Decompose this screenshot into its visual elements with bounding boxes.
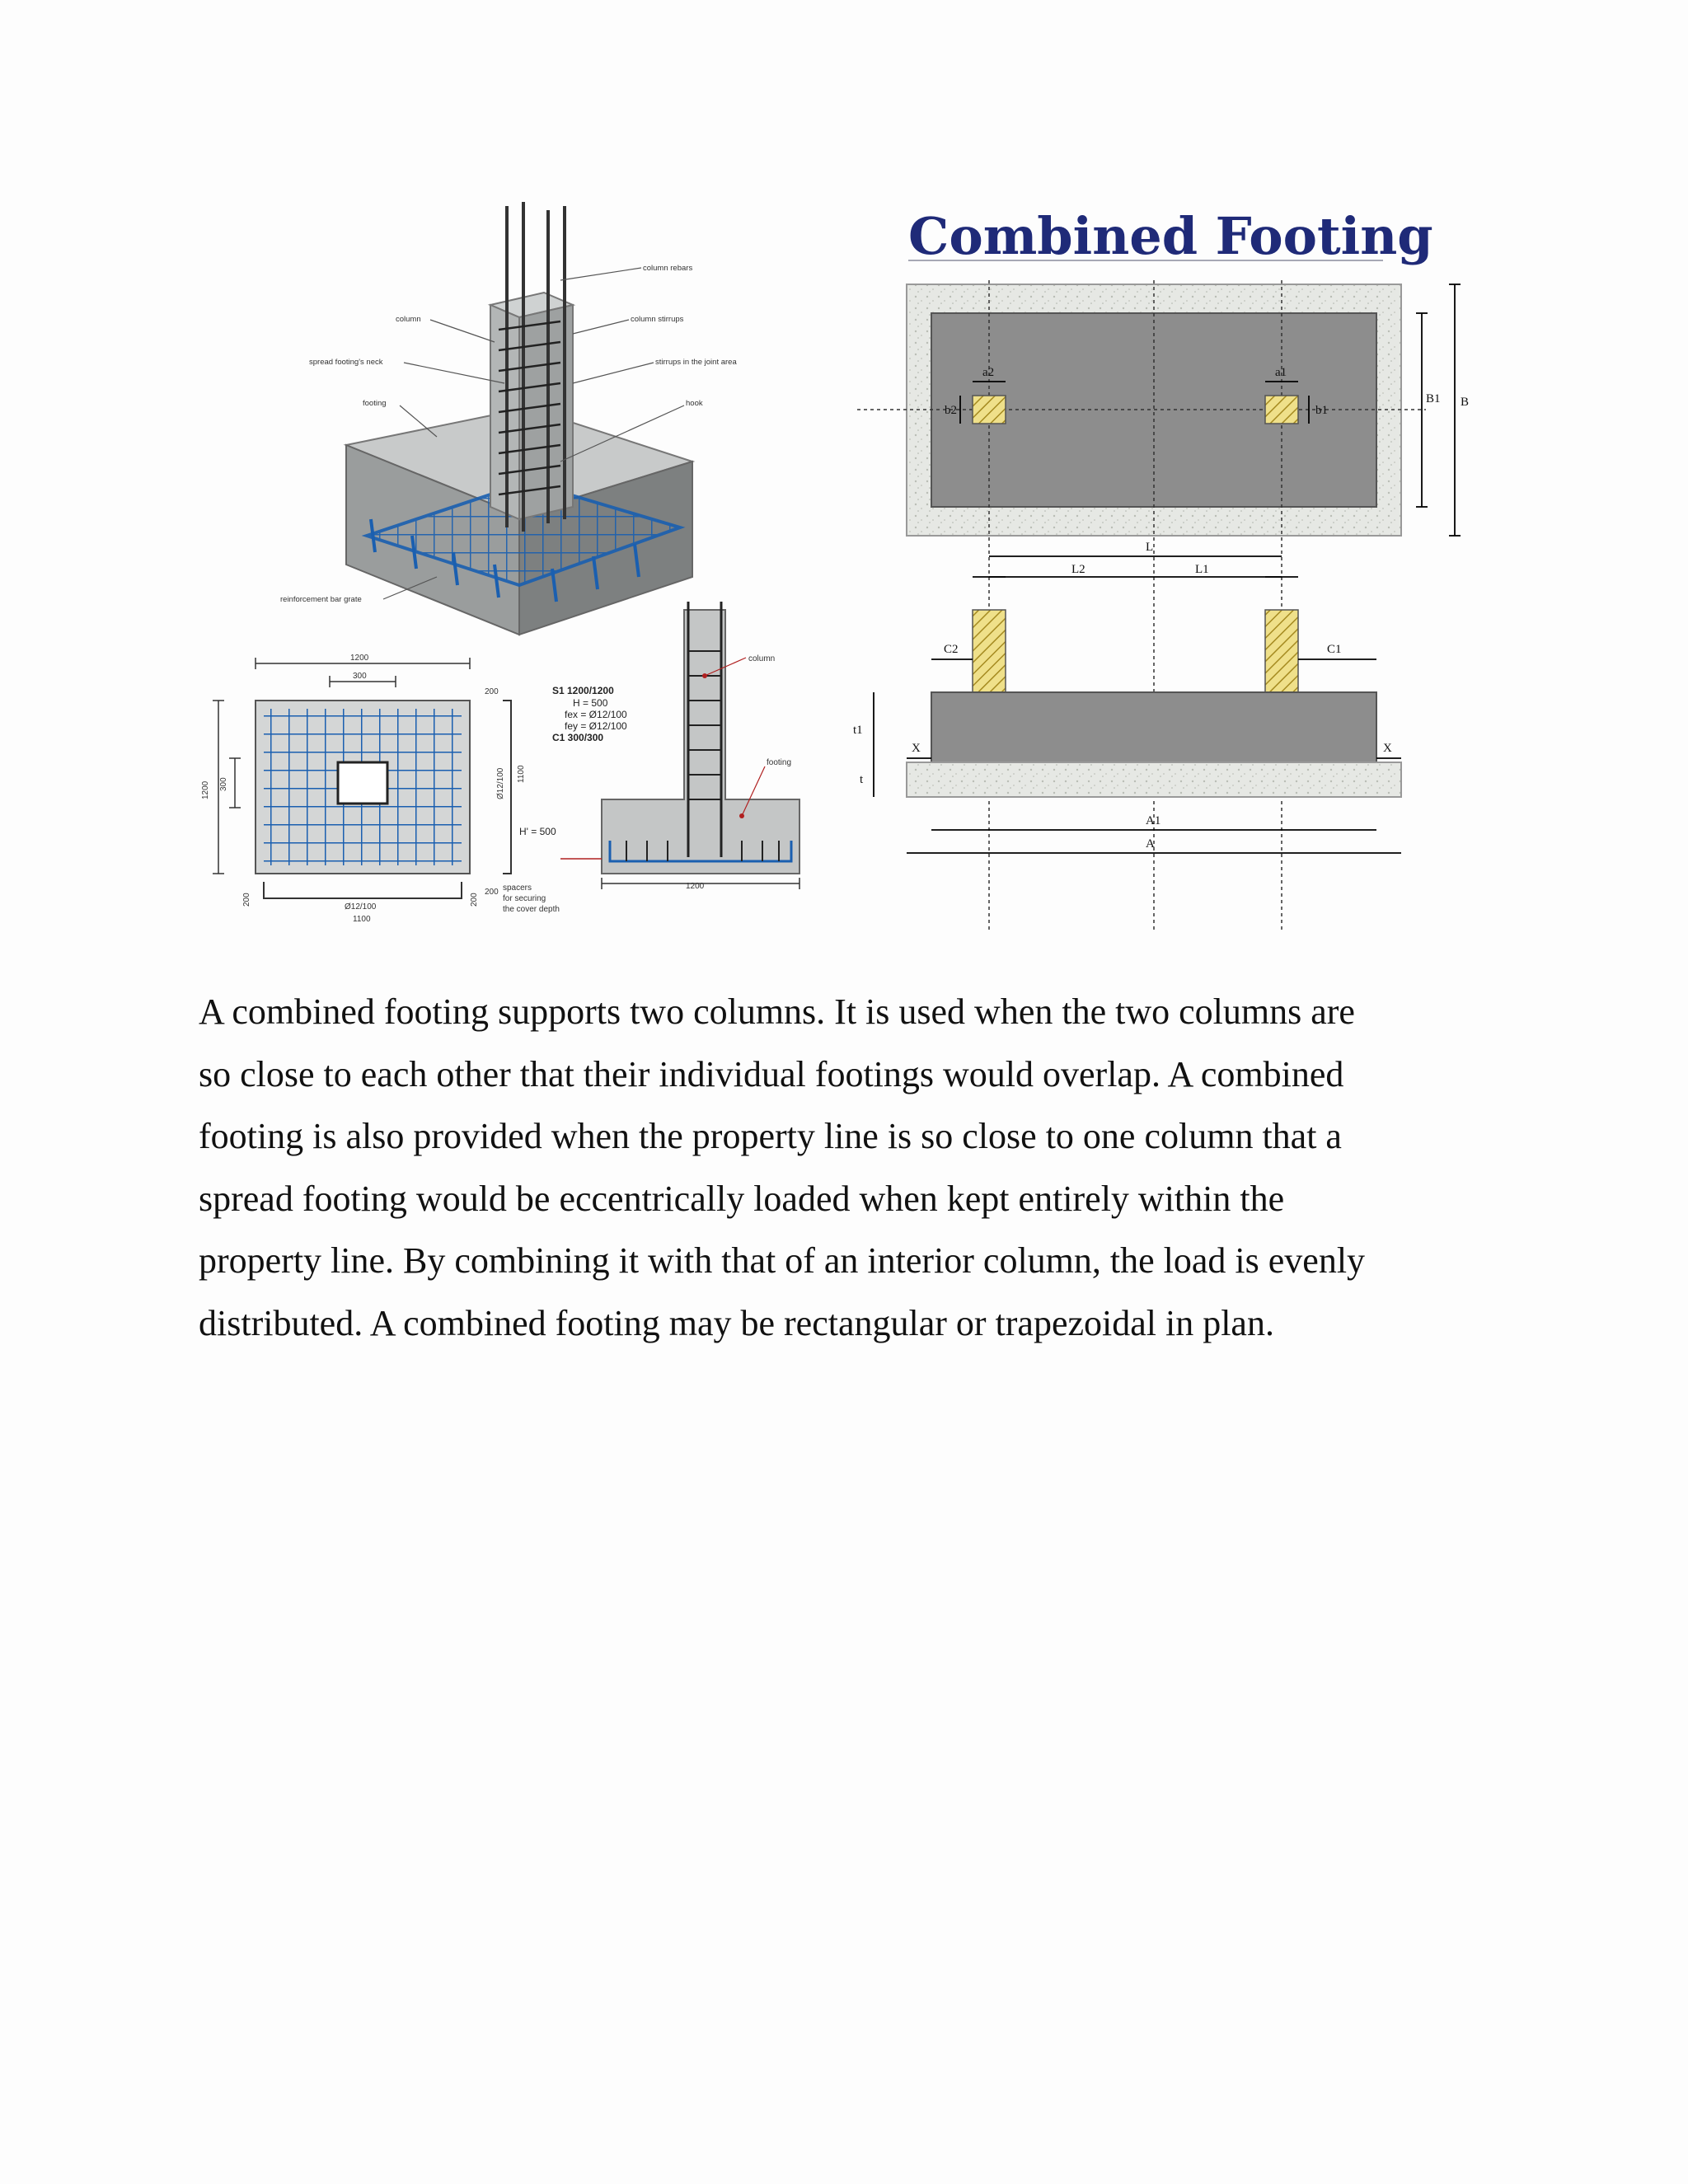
paragraph-line: A combined footing supports two columns. It is used when the two columns are	[199, 991, 1355, 1032]
label-column: column	[396, 315, 421, 324]
plan-dim-1200: 1200	[350, 654, 369, 663]
label-stirrups-joint: stirrups in the joint area	[655, 358, 737, 367]
section-label-footing: footing	[767, 758, 792, 767]
dim-A: A	[1146, 837, 1155, 851]
plan-dim-200-right: 200	[470, 893, 479, 907]
dim-B: B	[1461, 396, 1470, 409]
spacers-line-1: spacers	[503, 883, 532, 893]
label-spread-neck: spread footing's neck	[309, 358, 383, 367]
plan-view-drawing	[201, 654, 479, 924]
dim-t: t	[860, 773, 864, 786]
paragraph-line: footing is also provided when the property line is so close to one column that a	[199, 1116, 1342, 1156]
section-side-rebar: Ø12/100	[496, 767, 505, 799]
dim-b1: b1	[1315, 404, 1328, 417]
dim-B1: B1	[1426, 392, 1441, 405]
plan-dim-300: 300	[353, 672, 367, 681]
dim-t1: t1	[853, 724, 863, 737]
plan-dim-1100: 1100	[353, 915, 371, 924]
spec-line-3: fex = Ø12/100	[565, 709, 627, 720]
isometric-footing-drawing	[280, 202, 737, 635]
label-footing: footing	[363, 399, 387, 408]
spacers-line-2: for securing	[503, 894, 546, 903]
dim-a2: a2	[982, 366, 995, 379]
label-column-rebars: column rebars	[643, 264, 693, 273]
section-view-drawing	[485, 602, 799, 914]
section-dim-1100: 1100	[517, 765, 526, 783]
dim-L2: L2	[1071, 563, 1085, 576]
combined-footing-figure	[198, 190, 1470, 948]
dim-C1: C1	[1327, 643, 1342, 656]
section-h-prime: H' = 500	[519, 826, 556, 837]
figure-title: Combined Footing	[908, 206, 1433, 266]
body-paragraph	[199, 981, 1484, 1354]
paragraph-line: distributed. A combined footing may be rectangular or trapezoidal in plan.	[199, 1302, 1274, 1343]
spec-line-1: S1 1200/1200	[552, 685, 614, 696]
paragraph-line: so close to each other that their individual footings would overlap. A combined	[199, 1053, 1344, 1094]
plan-bottom-rebar: Ø12/100	[345, 902, 377, 912]
dim-X-left: X	[912, 742, 921, 755]
dim-L: L	[1146, 541, 1154, 554]
spacers-line-3: the cover depth	[503, 905, 560, 914]
dim-L1: L1	[1195, 563, 1209, 576]
paragraph-line: property line. By combining it with that of an interior column, the load is evenly	[199, 1240, 1366, 1281]
dim-A1: A1	[1146, 814, 1161, 827]
spec-line-2: H = 500	[573, 697, 608, 709]
dim-a1: a1	[1275, 366, 1287, 379]
section-dim-200-top: 200	[485, 687, 499, 696]
label-hook: hook	[686, 399, 703, 408]
spec-line-5: C1 300/300	[552, 732, 604, 743]
paragraph-line: spread footing would be eccentrically loaded when kept entirely within the	[199, 1178, 1285, 1219]
label-reinforcement-grate: reinforcement bar grate	[280, 595, 362, 604]
dim-b2: b2	[945, 404, 957, 417]
spec-line-4: fey = Ø12/100	[565, 720, 627, 732]
section-dim-1200: 1200	[686, 882, 705, 891]
figure-svg	[198, 190, 1470, 948]
plan-dim-200-left: 200	[242, 893, 251, 907]
plan-dim-1200-vertical: 1200	[201, 780, 210, 799]
section-dim-200-bottom: 200	[485, 888, 499, 897]
dim-X-right: X	[1383, 742, 1392, 755]
section-label-column: column	[748, 654, 776, 663]
plan-dim-300-vertical: 300	[219, 777, 228, 791]
label-column-stirrups: column stirrups	[631, 315, 684, 324]
dim-C2: C2	[944, 643, 959, 656]
combined-footing-diagram	[853, 206, 1469, 931]
